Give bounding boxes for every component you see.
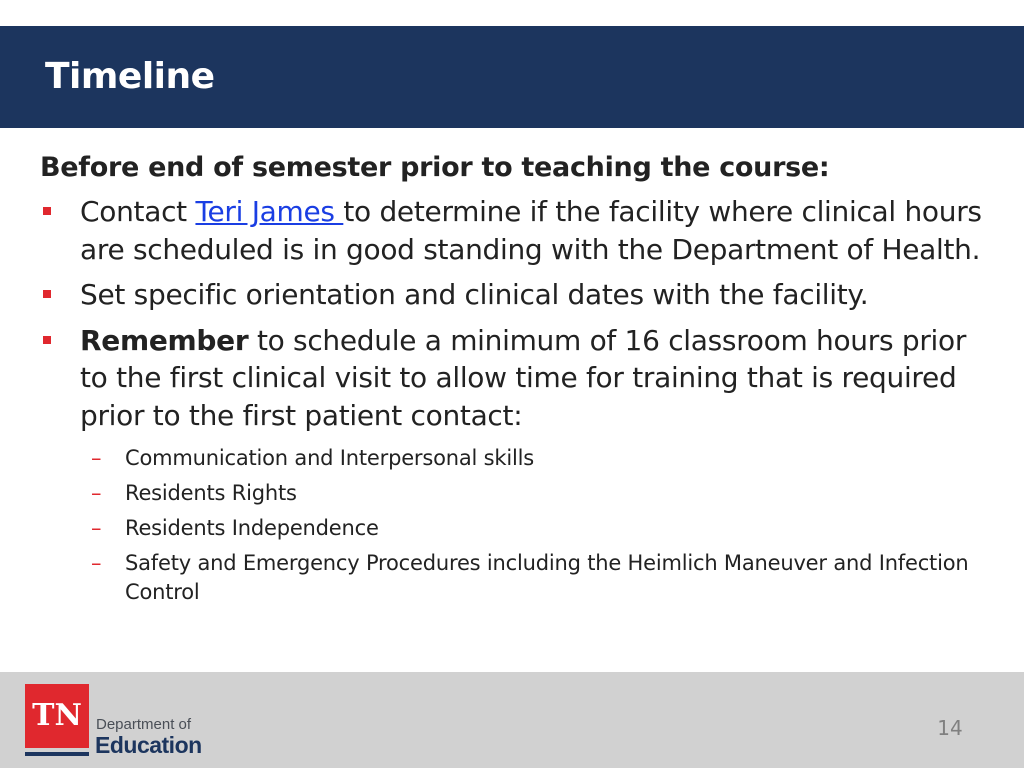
page-number: 14 [937,716,963,740]
logo-underline [25,752,89,756]
dash-marker: – [91,516,102,540]
bullet-set-dates [40,276,990,314]
teri-james-link[interactable]: Teri James [195,195,344,228]
bullet-bold-text: Remember [80,323,249,357]
bullet-marker [43,336,51,344]
sub-item [80,479,990,508]
sub-item-text: Residents Rights [125,481,297,505]
tn-logo-text: TN [32,698,82,733]
bullet-contact [40,193,990,268]
sub-item [80,514,990,543]
bullet-text-post: to schedule a minimum of 16 classroom hours prior to the first clinical visit to allow time for training that is required prior to the first patient contact: [80,323,967,432]
dash-marker: – [91,481,102,505]
sub-item-text: Residents Independence [125,516,379,540]
bullet-text-post: to determine if the facility where clinical hours are scheduled is in good standing with the Department of Health. [80,195,982,266]
slide-title: Timeline [45,56,215,97]
sub-list [40,444,990,607]
dash-marker: – [91,446,102,470]
bullet-text-pre: Contact [80,195,196,228]
sub-item [80,549,990,607]
tn-education-logo [25,684,215,756]
dash-marker: – [91,551,102,575]
bullet-marker [43,207,51,215]
bullet-marker [43,290,51,298]
sub-item-text: Safety and Emergency Procedures including the Heimlich Maneuver and Infection Control [125,551,969,604]
sub-item-text: Communication and Interpersonal skills [125,446,534,470]
logo-education-text: Education [95,732,202,758]
bullet-remember [40,322,990,435]
tn-logo-box [25,684,89,748]
logo-department-text: Department of [96,716,192,733]
section-heading: Before end of semester prior to teaching the course: [40,152,830,183]
sub-item [80,444,990,473]
bullet-text: Set specific orientation and clinical dates with the facility. [80,278,869,311]
slide-content [40,150,990,613]
